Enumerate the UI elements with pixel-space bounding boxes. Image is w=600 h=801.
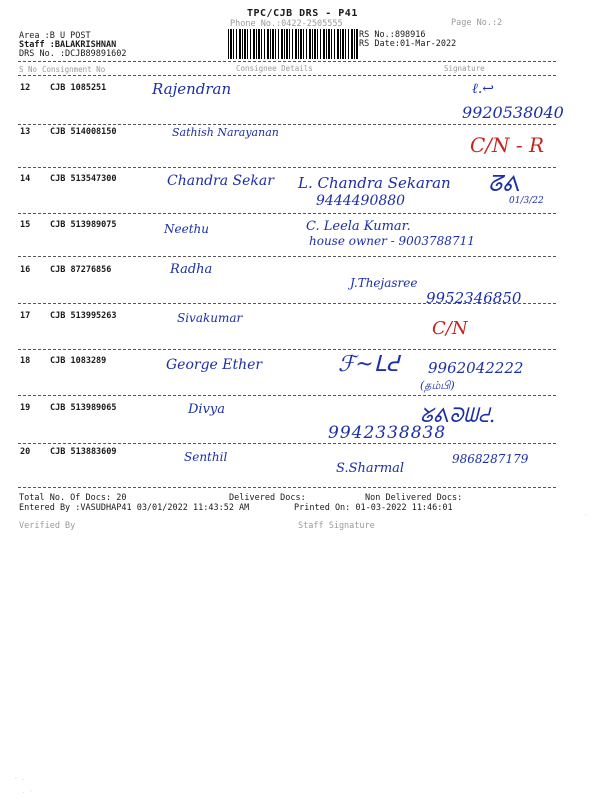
row-13-consignee-name: Sathish Narayanan bbox=[172, 126, 279, 139]
row-16-receiver-name: J.Thejasree bbox=[350, 276, 418, 290]
column-consignee-details: Consignee Details bbox=[236, 64, 313, 73]
row-divider bbox=[18, 256, 556, 257]
row-14-signature-date: 01/3/22 bbox=[509, 196, 544, 206]
row-16-consignee-name: Radha bbox=[170, 262, 213, 277]
rs-date: RS Date:01-Mar-2022 bbox=[359, 39, 457, 49]
non-delivered-docs: Non Delivered Docs: bbox=[365, 493, 463, 503]
staff-signature: Staff Signature bbox=[298, 521, 375, 531]
row-17-sno: 17 bbox=[20, 311, 31, 321]
row-20-sno: 20 bbox=[20, 447, 31, 457]
row-20-receiver-signature: S.Sharmal bbox=[336, 461, 405, 476]
row-17-consignee-name: Sivakumar bbox=[177, 311, 243, 325]
row-15-sno: 15 bbox=[20, 220, 31, 230]
row-19-sno: 19 bbox=[20, 403, 31, 413]
row-divider bbox=[18, 395, 556, 396]
staff-label: Staff :BALAKRISHNAN bbox=[19, 40, 117, 50]
row-18-sno: 18 bbox=[20, 356, 31, 366]
row-12-consignment: CJB 1085251 bbox=[50, 83, 107, 93]
row-13-remark: C/N - R bbox=[470, 133, 545, 157]
row-12-signature-mark: ℓ.↩ bbox=[472, 81, 495, 97]
printed-on: Printed On: 01-03-2022 11:46:01 bbox=[294, 503, 453, 513]
row-divider bbox=[18, 349, 556, 350]
row-19-consignment: CJB 513989065 bbox=[50, 403, 117, 413]
row-18-consignment: CJB 1083289 bbox=[50, 356, 107, 366]
row-20-phone: 9868287179 bbox=[452, 452, 529, 466]
row-18-phone: 9962042222 bbox=[428, 359, 524, 377]
total-docs: Total No. Of Docs: 20 bbox=[19, 493, 127, 503]
row-divider bbox=[18, 303, 556, 304]
row-19-phone: 9942338838 bbox=[328, 423, 447, 443]
verified-by: Verified By bbox=[19, 521, 76, 531]
rs-number: RS No.:898916 bbox=[359, 30, 426, 40]
row-15-consignee-name: Neethu bbox=[164, 222, 209, 236]
row-19-consignee-name: Divya bbox=[188, 402, 226, 417]
row-20-consignment: CJB 513883609 bbox=[50, 447, 117, 457]
row-13-consignment: CJB 514008150 bbox=[50, 127, 117, 137]
scan-noise: · . bbox=[14, 775, 25, 782]
row-16-consignment: CJB 87276856 bbox=[50, 265, 112, 275]
row-19-signature: ᘜᕕᘐᗯᕍ. bbox=[420, 403, 496, 427]
row-divider bbox=[18, 124, 556, 125]
header-rule-bottom bbox=[18, 75, 556, 76]
row-14-sno: 14 bbox=[20, 174, 31, 184]
column-consignment: Consignment No bbox=[42, 65, 106, 74]
row-18-relation-note: (தம்பி) bbox=[420, 379, 455, 392]
drs-number: DRS No. :DCJB89891602 bbox=[19, 49, 127, 59]
row-15-consignment: CJB 513989075 bbox=[50, 220, 117, 230]
row-divider bbox=[18, 213, 556, 214]
scan-noise: . · bbox=[22, 788, 33, 795]
scan-noise: · bbox=[584, 512, 588, 519]
row-14-signature: ᘔᕕ bbox=[488, 172, 521, 197]
row-16-sno: 16 bbox=[20, 265, 31, 275]
row-15-receiver-note: house owner - 9003788711 bbox=[309, 234, 475, 248]
row-20-consignee-name: Senthil bbox=[184, 450, 228, 464]
row-15-receiver-name: C. Leela Kumar. bbox=[306, 219, 411, 234]
row-17-remark: C/N bbox=[432, 318, 468, 339]
row-14-consignee-name: Chandra Sekar bbox=[167, 173, 274, 189]
row-divider bbox=[18, 487, 556, 488]
phone-number: Phone No.:0422-2505555 bbox=[230, 19, 343, 29]
entered-by: Entered By :VASUDHAP41 03/01/2022 11:43:52 AM bbox=[19, 503, 250, 513]
area-label: Area :B U POST bbox=[19, 31, 91, 41]
row-12-consignee-name: Rajendran bbox=[152, 80, 232, 98]
page-number: Page No.:2 bbox=[451, 18, 503, 28]
delivered-docs: Delivered Docs: bbox=[229, 493, 306, 503]
row-18-consignee-name: George Ether bbox=[166, 357, 263, 373]
document-title: TPC/CJB DRS - P41 bbox=[247, 8, 358, 19]
row-16-phone: 9952346850 bbox=[426, 289, 522, 307]
row-17-consignment: CJB 513995263 bbox=[50, 311, 117, 321]
barcode-image bbox=[228, 29, 358, 59]
column-sno: S No bbox=[19, 65, 38, 74]
row-14-receiver-name: L. Chandra Sekaran bbox=[298, 174, 451, 192]
row-14-phone: 9444490880 bbox=[316, 193, 406, 209]
row-divider bbox=[18, 443, 556, 444]
row-14-consignment: CJB 513547300 bbox=[50, 174, 117, 184]
row-12-sno: 12 bbox=[20, 83, 31, 93]
row-divider bbox=[18, 167, 556, 168]
header-rule-top bbox=[18, 61, 556, 62]
row-12-phone: 9920538040 bbox=[462, 103, 564, 122]
row-18-signature: ℱ~ᒪᕍ bbox=[338, 352, 400, 377]
row-13-sno: 13 bbox=[20, 127, 31, 137]
column-signature: Signature bbox=[444, 64, 485, 73]
